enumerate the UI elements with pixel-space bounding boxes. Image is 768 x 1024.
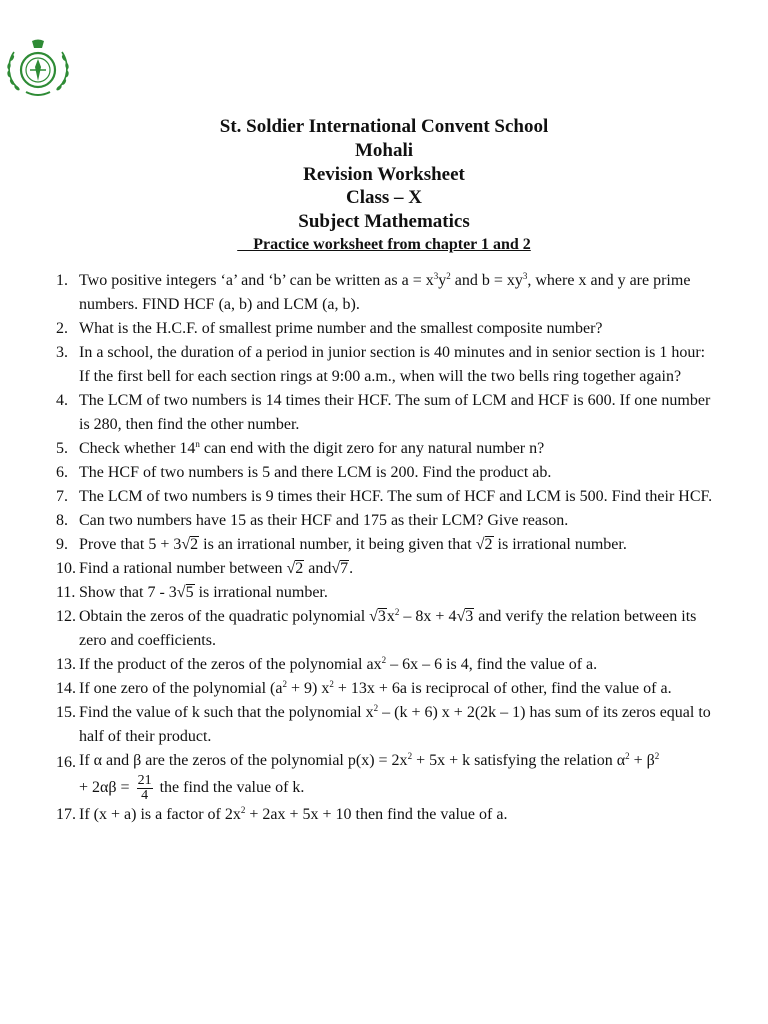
school-name: St. Soldier International Convent School xyxy=(219,116,549,137)
sqrt-symbol: √ xyxy=(475,536,485,553)
sqrt-symbol: √ xyxy=(456,608,466,625)
question-13: 13. If the product of the zeros of the polynomial $ax^2 - 6x - 6$ is 4, find the value of a. xyxy=(56,655,598,673)
question-6: 6. The HCF of two numbers is 5 and there LCM is 200. Find the product ab. xyxy=(56,464,552,481)
sqrt-symbol: √ xyxy=(176,584,186,601)
school-city: Mohali xyxy=(354,139,414,161)
question-8: 8. Can two numbers have 15 as their HCF and 175 as their LCM? Give reason. xyxy=(56,512,569,529)
question-7: 7. The LCM of two numbers is 9 times their HCF. The sum of HCF and LCM is 500. Find their HCF. xyxy=(56,488,713,505)
question-10: 10. Find a rational number between √2 and√7. xyxy=(56,560,354,577)
question-15: 15. Find the value of k such that the polynomial $x^2 - (k + 6) x + 2(2k - 1)$ has sum of its zeros equal to half of their product. xyxy=(56,703,711,745)
question-3: 3. In a school, the duration of a period in junior section is 40 minutes and in senior section is 1 hour: If the first bell for each section rings at 9:00 a.m., when will the two bells ring together again? xyxy=(56,344,706,385)
question-14: 14. If one zero of the polynomial $(a^2 + 9) x^2 + 13x + 6a$ is reciprocal of other, find the value of a. xyxy=(56,679,672,697)
question-16: 16. If α and β are the zeros of the polynomial $p(x) = 2x^2 + 5x + k$ satisfying the relation $\alpha^2 + \beta^2$ + 2αβ = $\frac{21}{4}$ the find the value of k. xyxy=(56,751,660,803)
question-4: 4. The LCM of two numbers is 14 times their HCF. The sum of LCM and HCF is 600. If one number is 280, then find the other number. xyxy=(56,392,711,433)
sqrt-symbol: √ xyxy=(181,536,191,553)
question-9: 9. Prove that 5 + 3√2 is an irrational number, it being given that √2 is irrational number. xyxy=(56,536,627,553)
subject-label: Subject Mathematics xyxy=(298,211,470,233)
worksheet-subtitle: Practice worksheet from chapter 1 and 2 xyxy=(237,235,531,253)
sqrt-symbol: √ xyxy=(331,560,341,577)
question-11: 11. Show that 7 - 3√5 is irrational number. xyxy=(56,584,328,601)
class-label: Class – X xyxy=(345,187,422,209)
fraction: $\frac{21}{4}$ xyxy=(137,772,152,803)
sqrt-symbol: √ xyxy=(286,560,296,577)
question-5: 5. Check whether 14$^n$ can end with the digit zero for any natural number n? xyxy=(56,439,545,457)
question-1: 1. Two positive integers ‘a’ and ‘b’ can be written as $a = x^3y^2$ and $b = xy^3$, where x and y are prime numbers. FIND HCF (a, b) and LCM (a, b). xyxy=(56,271,691,313)
school-emblem-icon xyxy=(4,36,72,102)
worksheet-header xyxy=(0,115,768,255)
sqrt-symbol: √ xyxy=(369,608,378,625)
question-list xyxy=(56,269,718,827)
worksheet-title: Revision Worksheet xyxy=(303,163,465,185)
question-12: 12. Obtain the zeros of the quadratic polynomial $√3x^2 - 8x + 4√3$ and verify the relation between its zero and coefficients. xyxy=(56,607,697,649)
question-2: 2. What is the H.C.F. of smallest prime number and the smallest composite number? xyxy=(56,320,603,337)
question-17: 17. If (x + a) is a factor of $2x^2 + 2ax + 5x + 10$ then find the value of a. xyxy=(56,805,508,823)
